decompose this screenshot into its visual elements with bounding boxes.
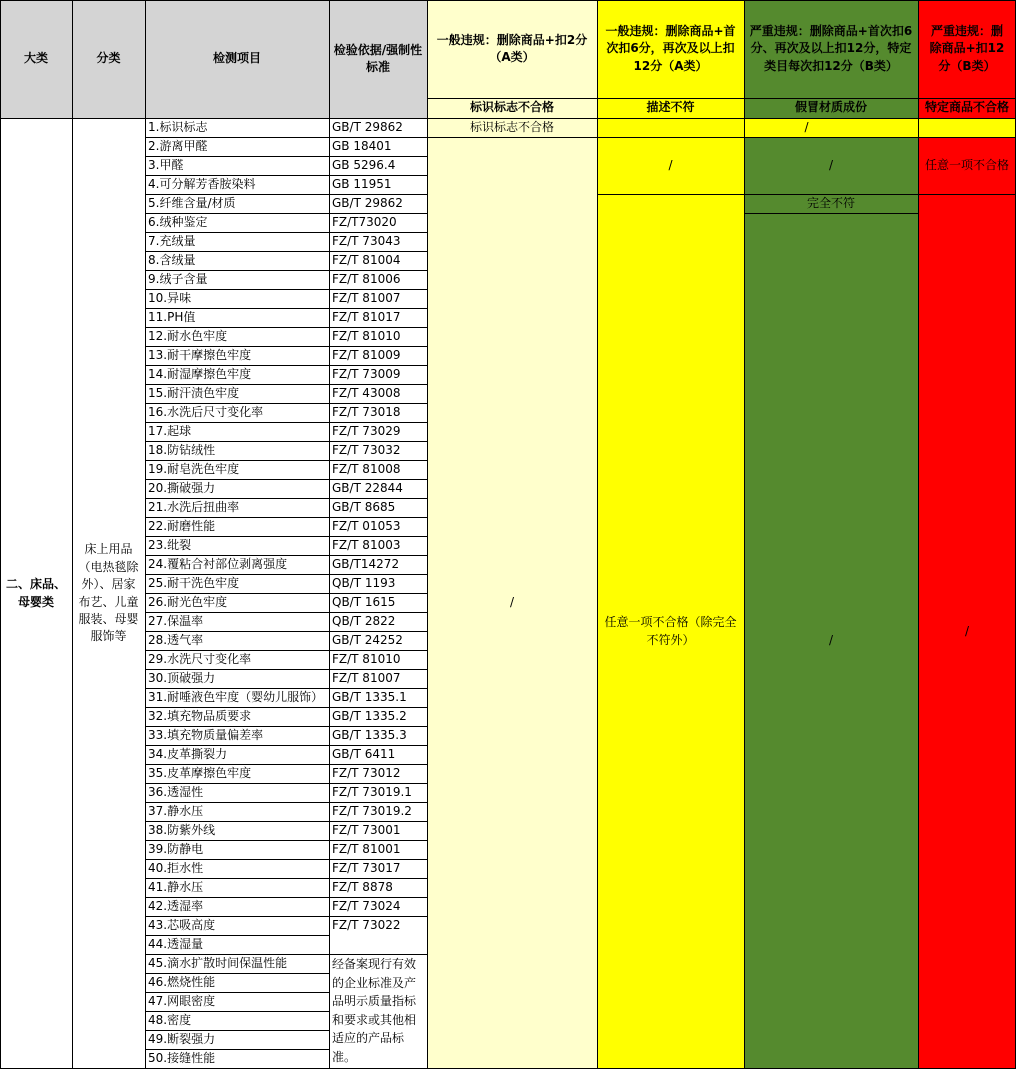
test-item-standard: GB/T 8685 [329,498,427,517]
test-item-name: 10.异味 [145,289,329,308]
test-item-standard: FZ/T 81001 [329,840,427,859]
test-item-standard: GB 5296.4 [329,156,427,175]
test-item-standard: FZ/T 73024 [329,897,427,916]
test-item-name: 32.填充物品质要求 [145,707,329,726]
test-item-standard: FZ/T 73043 [329,232,427,251]
header-category: 大类 [0,0,72,118]
test-item-standard: QB/T 1193 [329,574,427,593]
test-item-name: 38.防紫外线 [145,821,329,840]
test-item-name: 22.耐磨性能 [145,517,329,536]
subheader-description-mismatch: 描述不符 [597,98,744,118]
test-item-standard: FZ/T 81007 [329,669,427,688]
test-item-standard: GB/T 6411 [329,745,427,764]
rows2-4-fake-material-slash: / [744,137,918,194]
test-item-name: 50.接缝性能 [145,1049,329,1068]
test-item-standard: FZ/T 81007 [329,289,427,308]
subcategory-cell: 床上用品（电热毯除外）、居家布艺、儿童服装、母婴服饰等 [72,118,145,1069]
test-item-standard: GB/T 29862 [329,194,427,213]
test-item-standard: GB/T 1335.3 [329,726,427,745]
test-item-name: 30.顶破强力 [145,669,329,688]
test-item-standard: FZ/T 73012 [329,764,427,783]
test-item-standard: FZ/T 81010 [329,327,427,346]
test-item-name: 42.透湿率 [145,897,329,916]
standard-note: 经备案现行有效的企业标准及产品明示质量指标和要求或其他相适应的产品标准。 [329,954,427,1069]
header-general-violation-6pts: 一般违规：删除商品+首次扣6分，再次及以上扣12分（A类） [597,0,744,98]
test-item-standard: FZ/T 73029 [329,422,427,441]
test-item-name: 9.绒子含量 [145,270,329,289]
test-item-name: 37.静水压 [145,802,329,821]
test-item-name: 12.耐水色牢度 [145,327,329,346]
test-item-name: 17.起球 [145,422,329,441]
test-item-name: 16.水洗后尺寸变化率 [145,403,329,422]
test-item-name: 49.断裂强力 [145,1030,329,1049]
test-item-standard: FZ/T 81003 [329,536,427,555]
test-item-name: 4.可分解芳香胺染料 [145,175,329,194]
test-item-standard: FZ/T 81010 [329,650,427,669]
test-item-name: 27.保温率 [145,612,329,631]
test-item-name: 28.透气率 [145,631,329,650]
test-item-name: 23.纰裂 [145,536,329,555]
test-item-name: 45.滴水扩散时间保温性能 [145,954,329,973]
header-standard: 检验依据/强制性标准 [329,0,427,118]
test-item-standard: GB/T 24252 [329,631,427,650]
test-item-standard: FZ/T 73009 [329,365,427,384]
subheader-specific-goods: 特定商品不合格 [918,98,1016,118]
test-item-name: 21.水洗后扭曲率 [145,498,329,517]
test-item-standard: GB/T 29862 [329,118,427,137]
header-serious-violation-6pts: 严重违规：删除商品+首次扣6分、再次及以上扣12分，特定类目每次扣12分（B类） [744,0,918,98]
test-item-standard: FZ/T 81004 [329,251,427,270]
row1-merged-slash: / [597,118,1016,137]
general-violation-2pts-slash: / [427,137,597,1069]
test-item-standard: FZ/T 81017 [329,308,427,327]
test-item-name: 33.填充物质量偏差率 [145,726,329,745]
test-item-name: 19.耐皂洗色牢度 [145,460,329,479]
test-item-standard: FZ/T 73017 [329,859,427,878]
rows2-4-any-nonconform-cell: 任意一项不合格 [918,137,1016,194]
test-item-standard: GB/T 22844 [329,479,427,498]
test-item-name: 29.水洗尺寸变化率 [145,650,329,669]
test-item-name: 48.密度 [145,1011,329,1030]
row1-label-nonconform: 标识标志不合格 [427,118,597,137]
test-item-name: 31.耐唾液色牢度（婴幼儿服饰） [145,688,329,707]
test-item-name: 2.游离甲醛 [145,137,329,156]
test-item-standard: FZ/T 73001 [329,821,427,840]
test-item-standard: FZ/T 8878 [329,878,427,897]
specific-goods-rest-slash: / [918,194,1016,1069]
test-item-name: 39.防静电 [145,840,329,859]
test-item-name: 3.甲醛 [145,156,329,175]
test-item-name: 1.标识标志 [145,118,329,137]
test-item-name: 8.含绒量 [145,251,329,270]
test-item-standard: FZ/T 81009 [329,346,427,365]
header-subcategory: 分类 [72,0,145,118]
test-item-name: 47.网眼密度 [145,992,329,1011]
test-item-name: 25.耐干洗色牢度 [145,574,329,593]
test-item-name: 6.绒种鉴定 [145,213,329,232]
test-item-name: 41.静水压 [145,878,329,897]
test-item-name: 43.芯吸高度 [145,916,329,935]
test-item-standard: QB/T 1615 [329,593,427,612]
subheader-label-nonconform: 标识标志不合格 [427,98,597,118]
rows2-4-description-slash: / [597,137,744,194]
header-serious-violation-12pts: 严重违规：删除商品+扣12分（B类） [918,0,1016,98]
test-item-standard: FZ/T 73032 [329,441,427,460]
test-item-name: 13.耐干摩擦色牢度 [145,346,329,365]
test-item-name: 36.透湿性 [145,783,329,802]
test-item-standard: FZ/T 81008 [329,460,427,479]
test-item-name: 26.耐光色牢度 [145,593,329,612]
test-item-standard: FZ/T 73022 [329,916,427,935]
test-item-name: 11.PH值 [145,308,329,327]
test-item-standard: FZ/T 73018 [329,403,427,422]
test-item-name: 35.皮革摩擦色牢度 [145,764,329,783]
test-item-name: 14.耐湿摩擦色牢度 [145,365,329,384]
subheader-fake-material: 假冒材质成份 [744,98,918,118]
test-item-name: 7.充绒量 [145,232,329,251]
header-test-item: 检测项目 [145,0,329,118]
completely-mismatch-cell: 完全不符 [744,194,918,213]
test-item-name: 18.防钻绒性 [145,441,329,460]
test-item-name: 15.耐汗渍色牢度 [145,384,329,403]
test-item-standard: FZ/T 81006 [329,270,427,289]
test-item-standard: GB/T 1335.1 [329,688,427,707]
test-item-name: 46.燃烧性能 [145,973,329,992]
test-item-name: 40.拒水性 [145,859,329,878]
test-item-name: 34.皮革撕裂力 [145,745,329,764]
test-item-name: 20.撕破强力 [145,479,329,498]
test-item-standard: FZ/T 73019.1 [329,783,427,802]
test-item-standard: QB/T 2822 [329,612,427,631]
test-item-standard: GB/T 1335.2 [329,707,427,726]
test-item-name: 5.纤维含量/材质 [145,194,329,213]
test-item-standard: GB 11951 [329,175,427,194]
test-item-name: 24.覆粘合衬部位剥离强度 [145,555,329,574]
test-item-standard: FZ/T 43008 [329,384,427,403]
test-item-standard: FZ/T 73019.2 [329,802,427,821]
fake-material-rest-slash: / [744,213,918,1069]
category-cell: 二、床品、母婴类 [0,118,72,1069]
test-item-name: 44.透湿量 [145,935,329,954]
test-item-standard: FZ/T73020 [329,213,427,232]
header-general-violation-2pts: 一般违规：删除商品+扣2分（A类） [427,0,597,98]
test-item-standard: GB/T14272 [329,555,427,574]
any-item-nonconform-cell: 任意一项不合格（除完全不符外） [597,194,744,1069]
test-item-standard: FZ/T 01053 [329,517,427,536]
test-item-standard: GB 18401 [329,137,427,156]
